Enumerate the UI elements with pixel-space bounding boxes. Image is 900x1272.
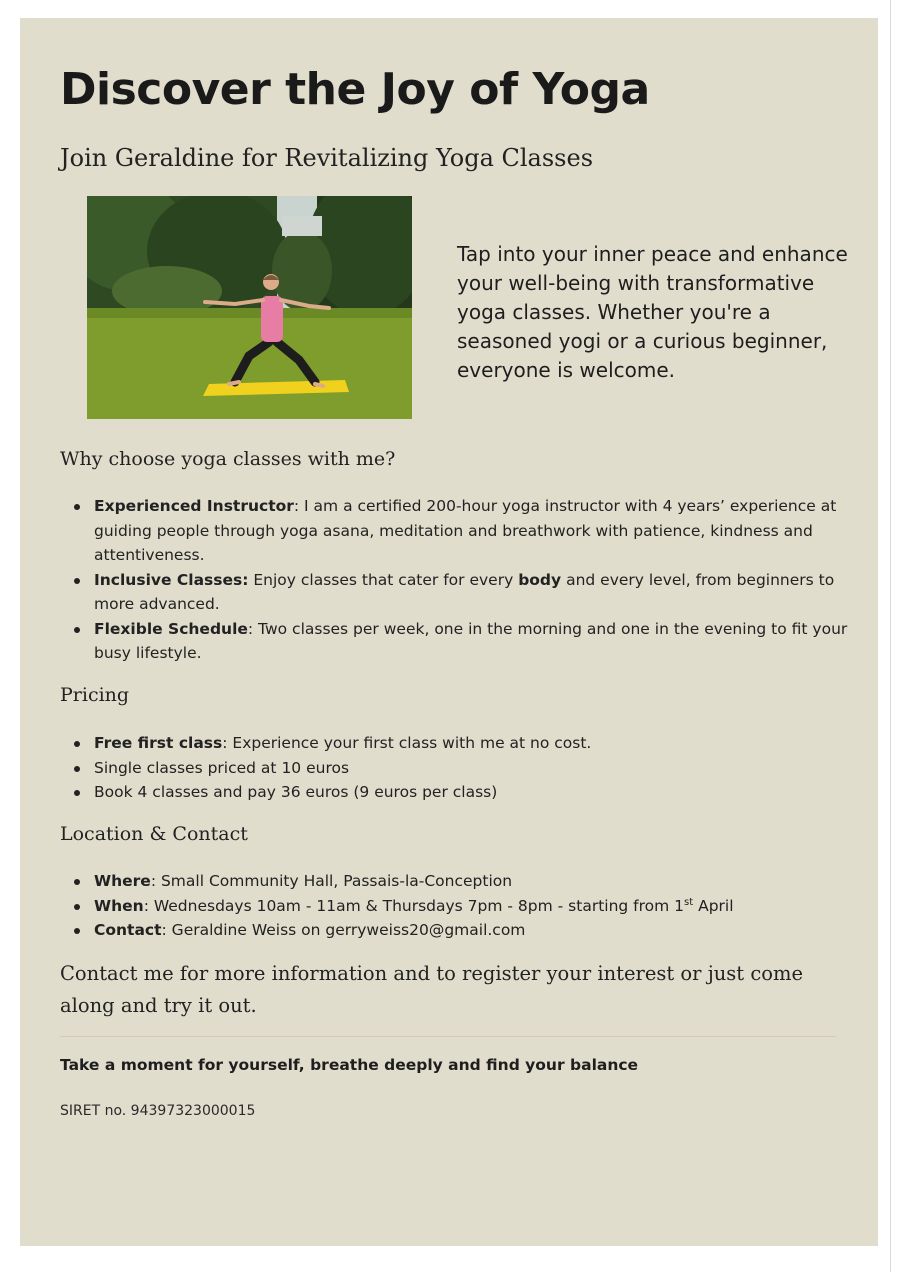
item-label: When — [94, 896, 144, 915]
pricing-list — [60, 731, 850, 805]
item-label: Flexible Schedule — [94, 619, 248, 638]
item-text: : Small Community Hall, Passais-la-Conception — [150, 872, 513, 890]
item-label: Where — [94, 872, 151, 890]
why-heading: Why choose yoga classes with me? — [60, 448, 396, 470]
contact-note: Contact me for more information and to register your interest or just come along and try it out. — [60, 962, 804, 1017]
bullet-icon — [74, 904, 80, 910]
bullet-icon — [74, 578, 80, 584]
bullet-icon — [74, 766, 80, 772]
bullet-icon — [74, 790, 80, 796]
list-item-flexible-schedule — [60, 617, 850, 666]
item-text: : Geraldine Weiss on gerryweiss20@gmail.com — [161, 921, 526, 939]
pricing-heading: Pricing — [60, 684, 130, 706]
bullet-icon — [74, 928, 80, 934]
intro-text: Tap into your inner peace and enhance your well-being with transformative yoga classes. Whether you're a seasoned yogi or a curious beginner, everyone is welcome. — [457, 242, 848, 382]
list-item-experienced-instructor — [60, 494, 850, 568]
list-item-free-first-class — [60, 731, 850, 756]
item-label: Free first class — [94, 734, 223, 752]
bullet-icon — [74, 504, 80, 510]
item-superscript: st — [684, 896, 694, 908]
item-text: Book 4 classes and pay 36 euros (9 euros per class) — [94, 783, 498, 801]
page-edge-line — [890, 0, 891, 1272]
yoga-warrior-pose-photo-icon — [87, 196, 412, 419]
flyer-sheet — [20, 18, 878, 1246]
tagline: Take a moment for yourself, breathe deeply and find your balance — [60, 1056, 639, 1074]
list-item-contact — [60, 918, 850, 943]
list-item-when — [60, 894, 850, 919]
list-item-inclusive-classes — [60, 568, 850, 617]
bullet-icon — [74, 741, 80, 747]
item-text: Enjoy classes that cater for every — [248, 570, 519, 589]
flyer-subtitle: Join Geraldine for Revitalizing Yoga Classes — [60, 144, 594, 172]
item-label: Experienced Instructor — [94, 497, 294, 515]
item-label: Inclusive Classes: — [94, 570, 249, 589]
flyer-title: Discover the Joy of Yoga — [60, 64, 650, 115]
item-text: : Wednesdays 10am - 11am & Thursdays 7pm - 8pm - starting from 1 — [143, 896, 685, 915]
item-text: and every level, from beginners to more advanced. — [94, 570, 835, 613]
item-label: Contact — [94, 921, 162, 939]
bullet-icon — [74, 879, 80, 885]
list-item-book-4-classes — [60, 780, 850, 805]
why-list — [60, 494, 850, 666]
item-text: Single classes priced at 10 euros — [94, 758, 350, 777]
list-item-single-classes — [60, 756, 850, 781]
item-text: : Two classes per week, one in the morning and one in the evening to fit your busy lifestyle. — [94, 619, 848, 662]
item-bold-word: body — [518, 570, 562, 589]
item-text: : Experience your first class with me at no cost. — [222, 734, 592, 752]
bullet-icon — [74, 627, 80, 633]
list-item-where — [60, 869, 850, 894]
item-text: : I am a certified 200-hour yoga instructor with 4 years’ experience at guiding people through yoga asana, meditation and breathwork with patience, kindness and attentiveness. — [94, 497, 837, 564]
location-heading: Location & Contact — [60, 823, 248, 845]
item-text: April — [693, 896, 734, 915]
location-list — [60, 869, 850, 943]
siret-number: SIRET no. 94397323000015 — [60, 1103, 256, 1119]
divider — [60, 1036, 836, 1037]
yoga-photo — [87, 196, 412, 419]
